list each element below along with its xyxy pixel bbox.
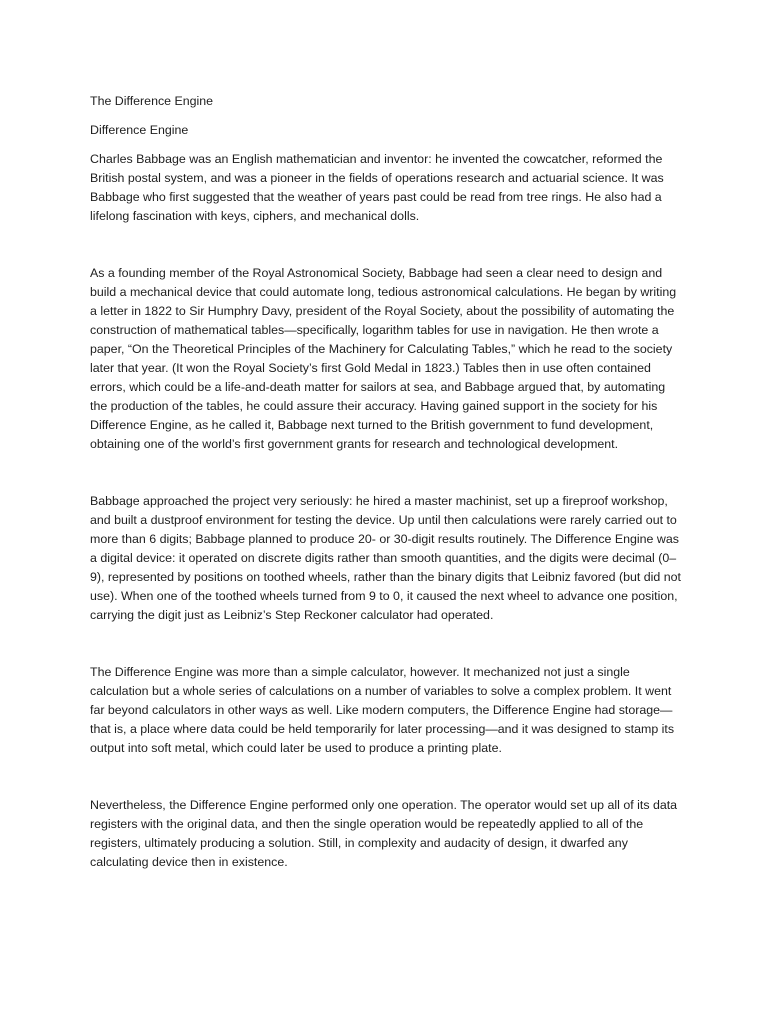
paragraph-2: As a founding member of the Royal Astronomical Society, Babbage had seen a clear need to design and build a mechanical device that could automate long, tedious astronomical calculations. He began by writing a letter in 1822 to Sir Humphry Davy, president of the Royal Society, about the possibility of automating the construction of mathematical tables—specifically, logarithm tables for use in navigation. He then wrote a paper, “On the Theoretical Principles of the Machinery for Calculating Tables,” which he read to the society later that year. (It won the Royal Society’s first Gold Medal in 1823.) Tables then in use often contained errors, which could be a life-and-death matter for sailors at sea, and Babbage argued that, by automating the production of the tables, he could assure their accuracy. Having gained support in the society for his Difference Engine, as he called it, Babbage next turned to the British government to fund development, obtaining one of the world’s first government grants for research and technological development.: [90, 266, 677, 451]
document-page: [90, 92, 682, 910]
document-subtitle: Difference Engine: [90, 123, 189, 137]
paragraph-5: Nevertheless, the Difference Engine performed only one operation. The operator would set up all of its data registers with the original data, and then the single operation would be repeatedly applied to all of the registers, ultimately producing a solution. Still, in complexity and audacity of design, it dwarfed any calculating device then in existence.: [90, 798, 678, 869]
paragraph-1: Charles Babbage was an English mathematician and inventor: he invented the cowcatcher, reformed the British postal system, and was a pioneer in the fields of operations research and actuarial science. It was Babbage who first suggested that the weather of years past could be read from tree rings. He also had a lifelong fascination with keys, ciphers, and mechanical dolls.: [90, 152, 664, 223]
paragraph-4: The Difference Engine was more than a simple calculator, however. It mechanized not just a single calculation but a whole series of calculations on a number of variables to solve a complex problem. It went far beyond calculators in other ways as well. Like modern computers, the Difference Engine had storage—that is, a place where data could be held temporarily for later processing—and it was designed to stamp its output into soft metal, which could later be used to produce a printing plate.: [90, 665, 675, 755]
paragraph-3: Babbage approached the project very seriously: he hired a master machinist, set up a fireproof workshop, and built a dustproof environment for testing the device. Up until then calculations were rarely carried out to more than 6 digits; Babbage planned to produce 20- or 30-digit results routinely. The Difference Engine was a digital device: it operated on discrete digits rather than smooth quantities, and the digits were decimal (0–9), represented by positions on toothed wheels, rather than the binary digits that Leibniz favored (but did not use). When one of the toothed wheels turned from 9 to 0, it caused the next wheel to advance one position, carrying the digit just as Leibniz’s Step Reckoner calculator had operated.: [90, 494, 681, 622]
document-title: The Difference Engine: [90, 94, 214, 108]
